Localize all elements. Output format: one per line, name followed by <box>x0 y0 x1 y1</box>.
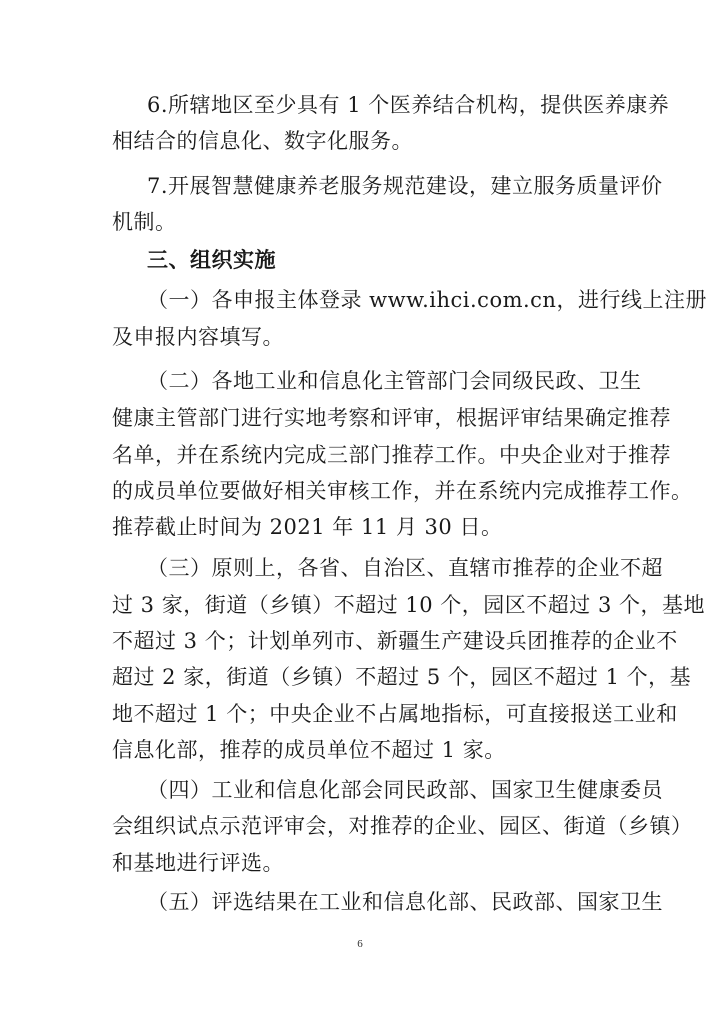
paragraph-line: 信息化部，推荐的成员单位不超过 1 家。 <box>112 738 506 762</box>
paragraph-line: 推荐截止时间为 2021 年 11 月 30 日。 <box>112 515 503 539</box>
paragraph-line: 相结合的信息化、数字化服务。 <box>112 129 413 153</box>
paragraph-line: 过 3 家，街道（乡镇）不超过 10 个，园区不超过 3 个，基地 <box>112 593 705 617</box>
paragraph-line: 名单，并在系统内完成三部门推荐工作。中央企业对于推荐 <box>112 443 671 467</box>
paragraph-line: 健康主管部门进行实地考察和评审，根据评审结果确定推荐 <box>112 406 671 430</box>
paragraph-line: （五）评选结果在工业和信息化部、民政部、国家卫生 <box>147 890 663 914</box>
paragraph-line: 的成员单位要做好相关审核工作，并在系统内完成推荐工作。 <box>112 479 693 503</box>
paragraph-line: 和基地进行评选。 <box>112 851 284 875</box>
paragraph-line: 7.开展智慧健康养老服务规范建设，建立服务质量评价 <box>147 174 663 198</box>
paragraph-line: （三）原则上，各省、自治区、直辖市推荐的企业不超 <box>147 556 663 580</box>
paragraph-line: （四）工业和信息化部会同民政部、国家卫生健康委员 <box>147 778 663 802</box>
paragraph-line: 机制。 <box>112 210 177 234</box>
paragraph-line: （二）各地工业和信息化主管部门会同级民政、卫生 <box>147 369 642 393</box>
paragraph-line: 地不超过 1 个；中央企业不占属地指标，可直接报送工业和 <box>112 702 678 726</box>
paragraph-line: 不超过 3 个；计划单列市、新疆生产建设兵团推荐的企业不 <box>112 629 678 653</box>
page-number: 6 <box>357 938 363 950</box>
paragraph-line: 超过 2 家，街道（乡镇）不超过 5 个，园区不超过 1 个，基 <box>112 665 692 689</box>
paragraph-line: 6.所辖地区至少具有 1 个医养结合机构，提供医养康养 <box>147 93 670 117</box>
paragraph-line: 会组织试点示范评审会，对推荐的企业、园区、街道（乡镇） <box>112 814 693 838</box>
paragraph-line: （一）各申报主体登录 www.ihci.com.cn，进行线上注册 <box>147 288 707 312</box>
section-heading: 三、组织实施 <box>147 248 276 272</box>
paragraph-line: 及申报内容填写。 <box>112 325 284 349</box>
